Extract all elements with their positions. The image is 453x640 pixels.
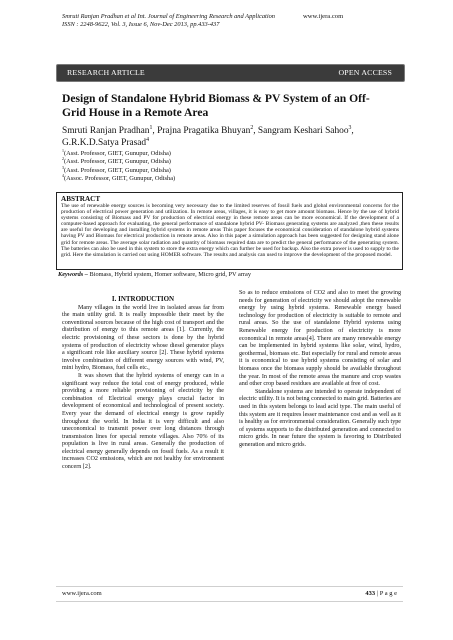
author-sep: , (152, 126, 158, 136)
affiliation-text: (Asst. Professor, GIET, Gunupur, Odisha) (63, 158, 171, 166)
affiliation-item (62, 164, 362, 175)
affiliation-item (62, 158, 362, 166)
abstract-heading: ABSTRACT (61, 195, 101, 203)
author-list (62, 125, 397, 149)
affiliation-sup: 4 (62, 172, 64, 178)
right-column (239, 290, 401, 449)
abstract-box (56, 192, 403, 270)
keywords-label: Keywords – (58, 271, 88, 278)
affiliation-item (62, 172, 362, 183)
running-header (62, 13, 402, 29)
author-name: Smruti Ranjan Pradhan (62, 126, 150, 136)
affiliation-text: (Asst. Professor, GIET, Gunupur, Odisha) (63, 150, 171, 157)
affiliation-sup: 1 (62, 147, 64, 153)
page-number: 433 (365, 590, 376, 597)
author-name: Prajna Pragatika Bhuyan (157, 126, 251, 136)
author-name: G.R.K.D.Satya Prasad (62, 138, 147, 148)
abstract-text: The use of renewable energy sources is becoming very necessary due to the limited reserves of fossil fuels and global environmental concerns for the production of electrical power generation and utilization. In remote areas, villages, it is easy to get more amount biomass. Hence by the use of hybrid systems consisting of Biomass and PV for production of electrical energy in these remote areas can be more economical. If the development of a computer-based approach for evaluating, the general performance of standalone hybrid PV- Biomass generating systems are analyzed ,then these results are useful for developing and installing hybrid systems in remote areas This paper focuses the economical consideration of standalone hybrid systems having PV and Biomass for electrical production in remote areas. Also in this paper a simulation approach has been suggested for designing stand alone grid for remote areas. The average solar radiation and quantity of biomass required data are to predict the general performance of the generating system. The batteries can also be used in this system to store the extra energy which can further be used for backup. Also the extra power is used to supply to the grid. Here the simulation is carried out using HOMER software. The results and analysis can used to improve the development of the proposed model. (61, 203, 399, 258)
author-sep: , (253, 126, 258, 136)
keywords-text: Biomass, Hybrid system, Homer software, Micro grid, PV array (89, 271, 251, 278)
author-sup: 1 (149, 124, 153, 131)
page-label: | P a g e (376, 590, 397, 597)
keywords-line (58, 271, 403, 279)
affiliation-sup: 2 (62, 156, 64, 162)
body-paragraph: Many villages in the world live in isolated areas far from the main utility grid. It is really impossible their meet by the conventional sources because of the high cost of transport and the distribution of energy to this remote areas [1]. Currently, the electric provisioning of these sectors is done by the hybrid systems of production of electricity whose diesel generator plays a significant role like auxiliary source [2]. These hybrid systems involve combination of different energy sources with wind, PV, mini hydro, Biomass, fuel cells etc., (62, 304, 224, 372)
footer-page-number (365, 590, 397, 597)
affiliation-text: (Asst. Professor, GIET, Gunupur, Odisha) (63, 166, 171, 174)
research-article-label: RESEARCH ARTICLE (67, 68, 145, 77)
affiliation-list (62, 147, 362, 183)
author-sep: , (351, 126, 354, 136)
section-heading: I. INTRODUCTION (111, 295, 175, 303)
header-citation: Smruti Ranjan Pradhan et al Int. Journal of Engineering Research and Application (62, 13, 275, 20)
body-paragraph: Standalone systems are intended to operate independent of electric utility. It is not being connected to main grid. Batteries are used in this system belongs to lead acid type. The main useful of this system are it requires lesser maintenance cost and as well as it is healthy as for environmental consideration. Generally such type of systems supports to the distributed generation and connected to micro grids. In near future the system is favoring to Distributed generation and micro grids. (239, 388, 401, 448)
author-name: Sangram Keshari Sahoo (257, 126, 349, 136)
paper-title: Design of Standalone Hybrid Biomass & PV System of an Off-Grid House in a Remote Area (62, 92, 370, 119)
open-access-label: OPEN ACCESS (338, 68, 392, 77)
footer-url-link[interactable]: www.ijera.com (62, 590, 102, 597)
left-column (62, 296, 224, 472)
page-footer (56, 586, 403, 602)
body-paragraph: So as to reduce emissions of CO2 and also to meet the growing needs for generation of electricity we should adopt the renewable energy by using hybrid systems. Renewable energy based technology for production of electricity is suitable to remote and rural areas. So the use of standalone Hybrid systems using Renewable energy for production of electricity is more economical in remote areas[4]. There are many renewable energy can be implemented in hybrid systems like solar, wind, hydro, geothermal, biomass etc. But especially for rural and remote areas it is economical to use hybrid systems consisting of solar and biomass once the biomass supply should be available throughout the year. In most of the remote areas the manure and crop wastes and other crop based residues are available at free of cost. (239, 290, 401, 388)
body-paragraph: It was shown that the hybrid systems of energy can in a significant way reduce the total cost of energy produced, while providing a more reliable provisioning of electricity by the combination of Electrical energy plays crucial factor in development of economical and technological of present society. Every year the demand of electrical energy is grow rapidly throughout the world. In India it is very difficult and also uneconomical to transmit power over long distances through transmission lines for special remote villages. Also 70% of its population is live in rural areas. Generally the production of electrical energy generally depends on fossil fuels. As a result it increases CO2 emissions, which are not healthy for environment concern [2]. (62, 372, 224, 471)
affiliation-text: (Assoc. Professor, GIET, Gunupur, Odisha) (63, 174, 176, 182)
author-sup: 4 (146, 136, 150, 143)
author-sup: 2 (250, 124, 254, 131)
article-type-banner (56, 64, 405, 82)
header-issn: ISSN : 2248-9622, Vol. 3, Issue 6, Nov-Dec 2013, pp.433-437 (62, 21, 220, 28)
affiliation-sup: 3 (62, 164, 64, 170)
header-url-link[interactable]: www.ijera.com (303, 13, 344, 20)
author-sup: 3 (348, 124, 352, 131)
